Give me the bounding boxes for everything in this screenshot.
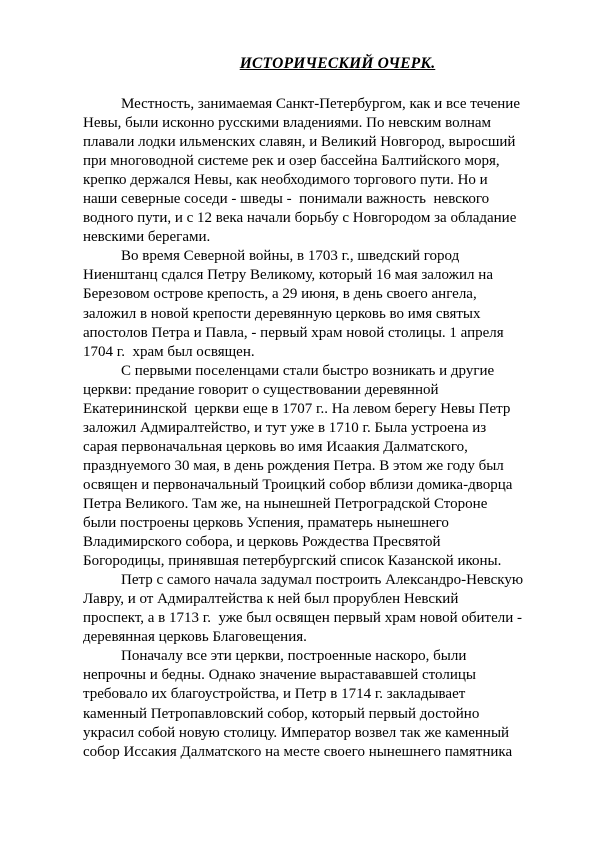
text-line: заложил в новой крепости деревянную церковь во имя святых xyxy=(83,305,481,322)
paragraph-first-line: Поначалу все эти церкви, построенные наскоро, были xyxy=(121,648,467,665)
text-line: заложил Адмиралтейство, и тут уже в 1710 г. Была устроена из xyxy=(83,419,487,436)
text-line: непрочны и бедны. Однако значение вырастававшей столицы xyxy=(83,667,476,684)
text-line: сарая первоначальная церковь во имя Исаакия Далматского, xyxy=(83,438,468,455)
paragraph-first-line: Во время Северной войны, в 1703 г., шведский город xyxy=(121,248,460,265)
text-line: празднуемого 30 мая, в день рождения Петра. В этом же году был xyxy=(83,457,504,474)
text-line: собор Иссакия Далматского на месте своего нынешнего памятника xyxy=(83,743,513,760)
text-line: Невы, были исконно русскими владениями. По невским волнам xyxy=(83,115,492,132)
text-line: проспект, а в 1713 г. уже был освящен первый храм новой обители - xyxy=(83,610,523,627)
text-line: церкви: предание говорит о существовании деревянной xyxy=(83,381,439,398)
text-line: деревянная церковь Благовещения. xyxy=(83,629,307,646)
text-line: требовало их благоустройства, и Петр в 1714 г. закладывает xyxy=(83,686,466,703)
paragraph-first-line: Местность, занимаемая Санкт-Петербургом, как и все течение xyxy=(121,96,520,112)
page-title: ИСТОРИЧЕСКИЙ ОЧЕРК. xyxy=(239,55,436,72)
text-line: Владимирского собора, и церковь Рождества Пресвятой xyxy=(83,534,441,551)
text-line: плавали лодки ильменских славян, и Великий Новгород, выросший xyxy=(83,134,516,151)
text-line: водного пути, и с 12 века начали борьбу с Новгородом за обладание xyxy=(83,210,517,227)
text-line: Березовом острове крепость, а 29 июня, в день своего ангела, xyxy=(83,286,477,303)
text-line: при многоводной системе рек и озер бассейна Балтийского моря, xyxy=(83,153,500,170)
text-line: освящен и первоначальный Троицкий собор вблизи домика-дворца xyxy=(83,476,513,493)
text-line: Богородицы, принявшая петербургский список Казанской иконы. xyxy=(83,553,502,570)
text-line: Ниенштанц сдался Петру Великому, который 16 мая заложил на xyxy=(83,267,493,284)
text-line: апостолов Петра и Павла, - первый храм новой столицы. 1 апреля xyxy=(83,324,504,341)
text-line: каменный Петропавловский собор, который первый достойно xyxy=(83,705,480,722)
paragraph-first-line: С первыми поселенцами стали быстро возникать и другие xyxy=(121,362,495,379)
body-text xyxy=(83,95,543,762)
text-line: наши северные соседи - шведы - понимали важность невского xyxy=(83,191,490,208)
paragraph-first-line: Петр с самого начала задумал построить Александро-Невскую xyxy=(121,572,524,589)
text-line: крепко держался Невы, как необходимого торгового пути. Но и xyxy=(83,172,488,189)
text-line: украсил собой новую столицу. Император возвел так же каменный xyxy=(83,724,510,741)
text-line: Екатерининской церкви еще в 1707 г.. На левом берегу Невы Петр xyxy=(83,400,511,417)
text-line: 1704 г. храм был освящен. xyxy=(83,343,255,360)
text-line: были построены церковь Успения, праматерь нынешнего xyxy=(83,515,449,532)
text-line: Лавру, и от Адмиралтейства к ней был прорублен Невский xyxy=(83,591,459,608)
text-line: невскими берегами. xyxy=(83,229,211,246)
text-line: Петра Великого. Там же, на нынешней Петроградской Стороне xyxy=(83,495,488,512)
